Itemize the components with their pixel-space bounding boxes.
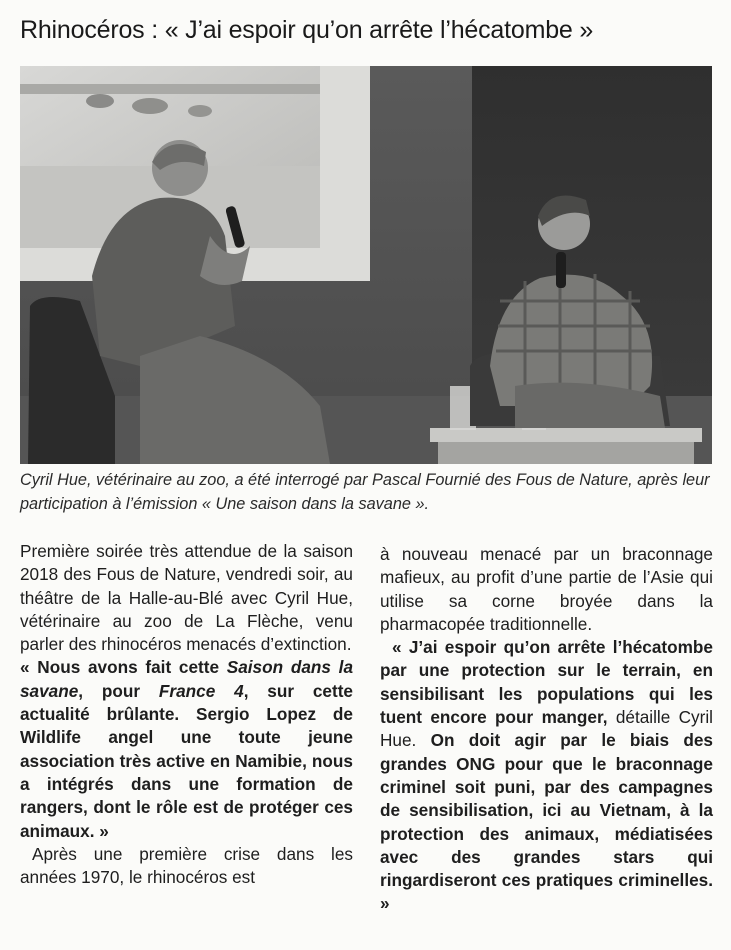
quote-2-bold-c: On doit agir par le biais des grandes ONG pour que le braconnage criminel soit puni, par des campagnes de sensibilisation, ici au Vietnam, à la protection des animaux, médiatisées avec des grandes stars qui ringardiseront ces pratiques criminelles. » [380, 730, 713, 914]
quote-2-bold-a: « J’ai espoir qu’on arrête l’hécatombe par une protection sur le terrain, en sensibilisant les populations qui les tuent encore pour manger, [380, 637, 713, 728]
photo-caption: Cyril Hue, vétérinaire au zoo, a été interrogé par Pascal Fournié des Fous de Nature, après leur participation à l’émission « Une saison dans la savane ». [20, 471, 710, 513]
paragraph-history: Après une première crise dans les années 1970, le rhinocéros est [20, 843, 353, 888]
show-title: Saison dans la savane [20, 657, 354, 701]
quote-bold-a: « Nous avons fait cette [20, 657, 227, 678]
paragraph-poaching: à nouveau menacé par un braconnage mafieux, au profit d’une partie de l’Asie qui utilise sa corne broyée dans la pharmacopée traditionnelle. [380, 544, 713, 634]
headline: Rhinocéros : « J’ai espoir qu’on arrête l’hécatombe » [20, 16, 594, 44]
article-column-left [20, 540, 353, 889]
paragraph-quote-2 [380, 636, 713, 916]
quote-2-attribution: détaille Cyril Hue. [380, 707, 713, 751]
channel-name: France 4 [158, 680, 244, 701]
article-photo [20, 66, 712, 464]
quote-bold-e: , sur cette actualité brûlante. Sergio Lopez de Wildlife angel une toute jeune association très active en Namibie, nous a intégrés dans une formation de rangers, dont le rôle est de protéger ces animaux. » [20, 680, 353, 841]
paragraph-intro: Première soirée très attendue de la saison 2018 des Fous de Nature, vendredi soir, au théâtre de la Halle-au-Blé avec Cyril Hue, vétérinaire au zoo de La Flèche, venu parler des rhinocéros menacés d’extinction. [20, 541, 353, 655]
paragraph-quote-1 [20, 656, 353, 842]
article-column-right [380, 543, 713, 916]
quote-bold-c: , pour [78, 680, 159, 701]
